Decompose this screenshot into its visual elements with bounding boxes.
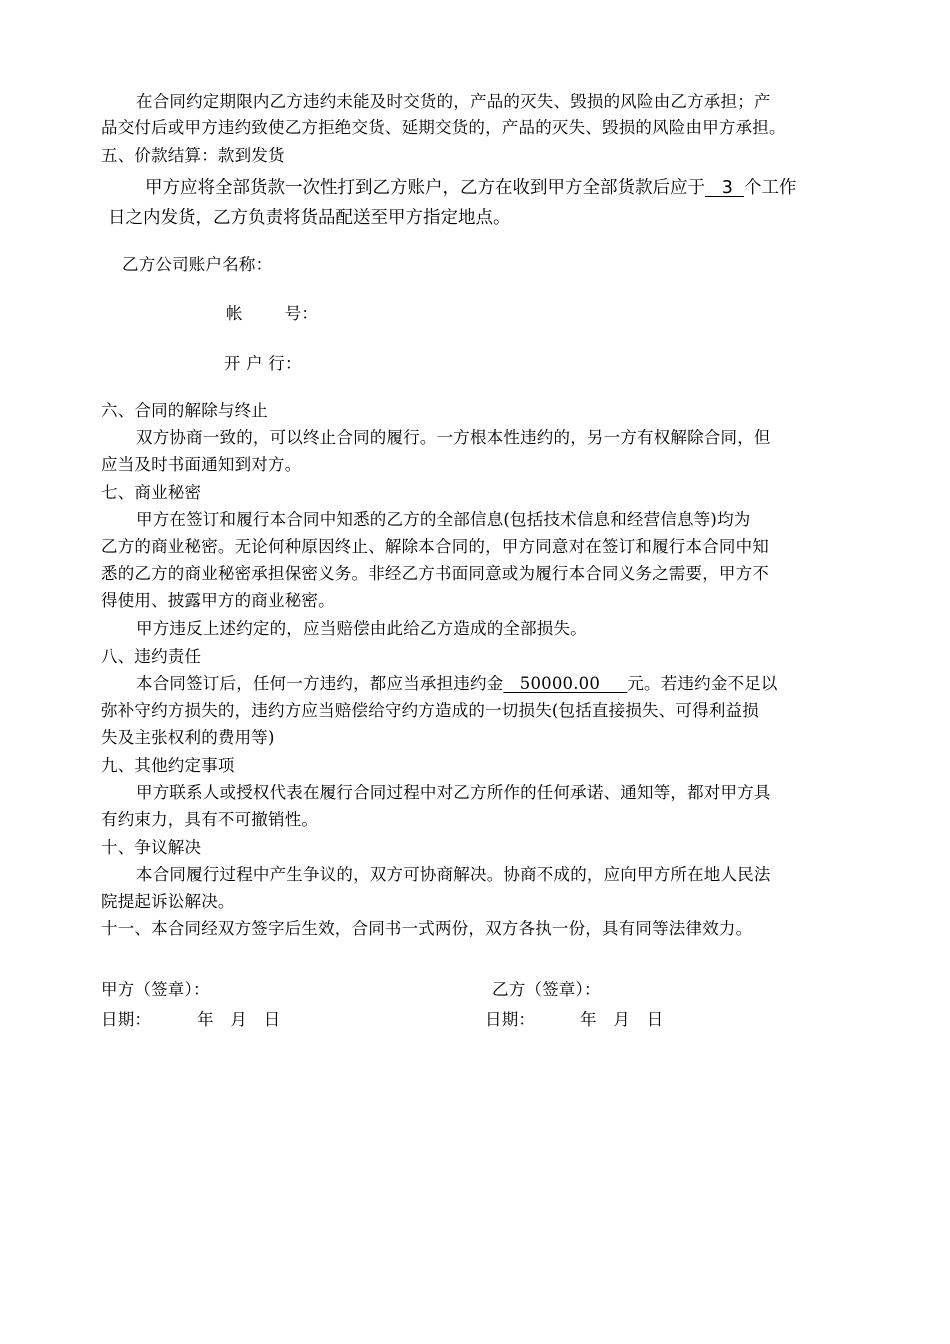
party-b-date-fields: 年 月 日	[580, 1010, 664, 1029]
section-7-line-1: 甲方在签订和履行本合同中知悉的乙方的全部信息(包括技术信息和经营信息等)均为	[136, 510, 751, 529]
section-9-line-1: 甲方联系人或授权代表在履行合同过程中对乙方所作的任何承诺、通知等，都对甲方具	[136, 783, 771, 802]
account-name-label: 乙方公司账户名称：	[122, 255, 273, 274]
section-10-line-2: 院提起诉讼解决。	[101, 892, 235, 911]
section-7-line-3: 悉的乙方的商业秘密承担保密义务。非经乙方书面同意或为履行本合同义务之需要，甲方不	[101, 564, 769, 583]
section-8-line-2: 弥补守约方损失的，违约方应当赔偿给守约方造成的一切损失(包括直接损失、可得利益损	[101, 701, 759, 720]
section-9-line-2: 有约束力，具有不可撤销性。	[101, 810, 319, 829]
section-10-heading: 十、争议解决	[101, 838, 202, 857]
section-6-heading: 六、合同的解除与终止	[101, 401, 268, 420]
section-10-line-1: 本合同履行过程中产生争议的，双方可协商解决。协商不成的，应向甲方所在地人民法	[136, 865, 771, 884]
section-5-line-1	[145, 176, 796, 200]
delivery-risk-line-1: 在合同约定期限内乙方违约未能及时交货的，产品的灭失、毁损的风险由乙方承担；产	[136, 92, 771, 111]
section-11-line-1: 十一、本合同经双方签字后生效，合同书一式两份，双方各执一份，具有同等法律效力。	[101, 919, 753, 938]
section-6-line-2: 应当及时书面通知到对方。	[101, 455, 302, 474]
penalty-amount-field	[503, 674, 627, 693]
party-b-signature-label: 乙方（签章）：	[492, 980, 601, 999]
section-7-line-4: 得使用、披露甲方的商业秘密。	[101, 591, 335, 610]
section-7-line-5: 甲方违反上述约定的，应当赔偿由此给乙方造成的全部损失。	[136, 619, 587, 638]
delivery-days-field	[705, 178, 744, 198]
account-number-label: 帐 号：	[226, 304, 319, 323]
bank-label: 开 户 行：	[224, 354, 302, 373]
section-7-heading: 七、商业秘密	[101, 483, 202, 502]
section-5-heading: 五、价款结算：款到发货	[101, 146, 285, 165]
section-9-heading: 九、其他约定事项	[101, 756, 235, 775]
section-5-line-2: 日之内发货，乙方负责将货品配送至甲方指定地点。	[108, 208, 511, 228]
penalty-amount-value: 50000.00	[519, 674, 601, 693]
party-a-date-fields: 年 月 日	[197, 1010, 281, 1029]
section-5-line-1-pre: 甲方应将全部货款一次性打到乙方账户，乙方在收到甲方全部货款后应于	[145, 178, 705, 198]
section-8-line-3: 失及主张权利的费用等)	[101, 728, 275, 747]
party-a-date-label: 日期：	[101, 1010, 152, 1029]
delivery-days-value: 3	[721, 178, 733, 198]
delivery-risk-line-2: 品交付后或甲方违约致使乙方拒绝交货、延期交货的，产品的灭失、毁损的风险由甲方承担。	[101, 118, 786, 137]
section-7-line-2: 乙方的商业秘密。无论何种原因终止、解除本合同的，甲方同意对在签订和履行本合同中知	[101, 537, 769, 556]
section-6-line-1: 双方协商一致的，可以终止合同的履行。一方根本性违约的，另一方有权解除合同，但	[136, 428, 771, 447]
party-a-signature-label: 甲方（签章）：	[101, 980, 210, 999]
section-5-line-1-post: 个工作	[743, 178, 797, 198]
section-8-line-1: 本合同签订后，任何一方违约，都应当承担违约金 50000.00 元。若违约金不足以	[136, 674, 778, 693]
party-b-date-label: 日期：	[485, 1010, 536, 1029]
section-8-heading: 八、违约责任	[101, 647, 202, 666]
